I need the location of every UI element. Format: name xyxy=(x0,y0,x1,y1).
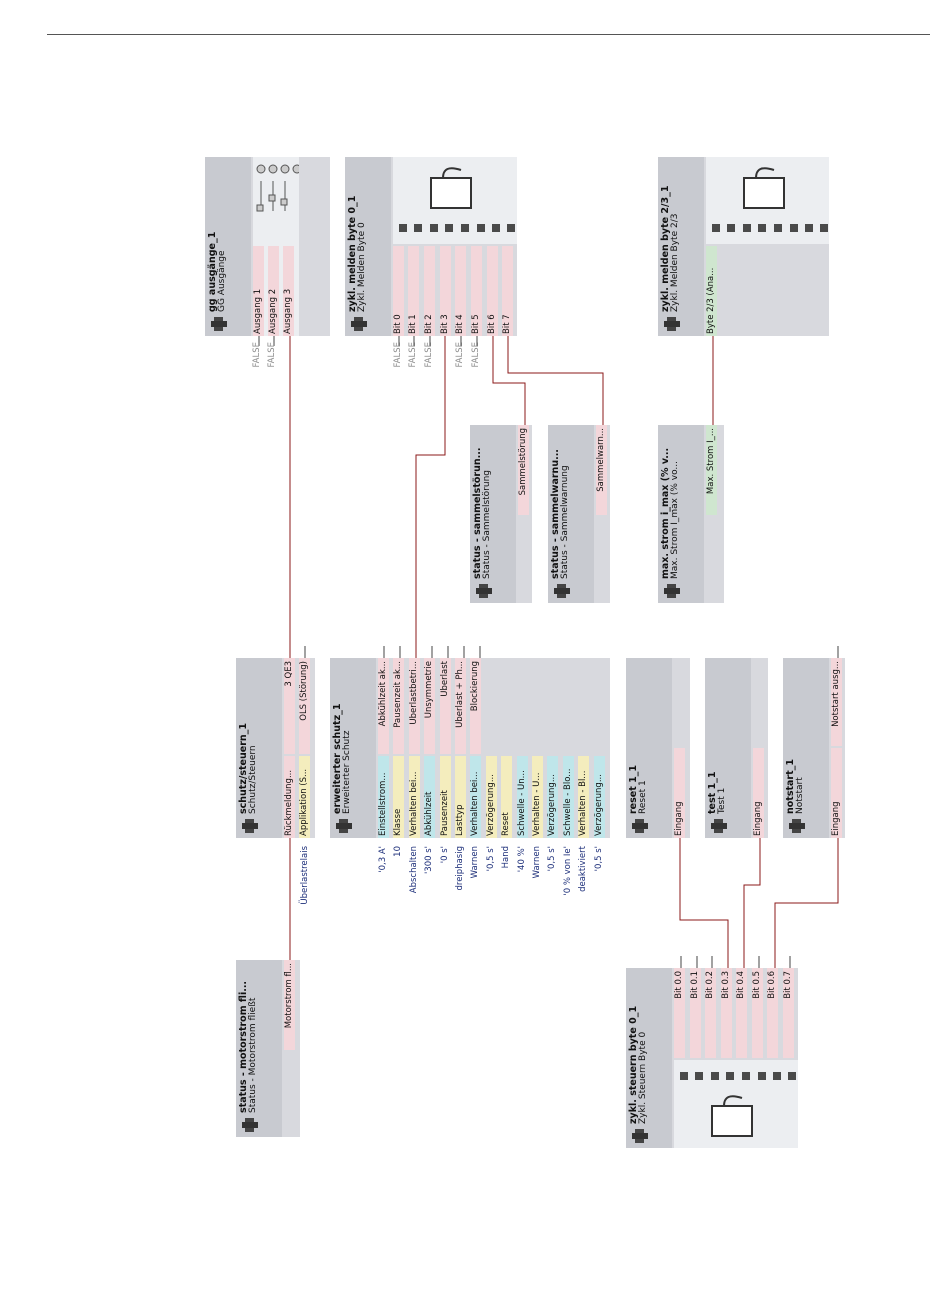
false-input: FALSE xyxy=(471,342,481,368)
block-icon xyxy=(336,819,352,833)
port-bit-7[interactable]: Bit 7 xyxy=(502,246,513,336)
block-subtitle: Test 1 xyxy=(717,787,727,814)
param-row[interactable]: Klasse xyxy=(393,756,404,838)
block-subtitle: Schutz/Steuern xyxy=(248,745,258,814)
block-gg-ausgaenge[interactable] xyxy=(205,157,330,336)
param-row[interactable]: Einstellstrom... xyxy=(378,756,389,838)
port-applikation[interactable]: Applikation (S... xyxy=(299,756,310,838)
false-input: FALSE xyxy=(424,342,434,368)
param-row[interactable]: Verhalten bei... xyxy=(470,756,481,838)
port-max-strom[interactable]: Max. Strom I_... xyxy=(706,425,717,515)
param-value: Warnen xyxy=(532,846,542,879)
block-title: erweiterter schutz_1 xyxy=(332,703,343,814)
param-value: '0,5 s' xyxy=(593,846,604,872)
port-ausgang-3[interactable]: Ausgang 3 xyxy=(283,246,294,336)
block-subtitle: Notstart xyxy=(795,777,805,814)
port-sammelstoerung[interactable]: Sammelstörung xyxy=(518,425,529,515)
port-bit[interactable]: Bit 0.7 xyxy=(783,968,794,1058)
block-schutz-steuern[interactable] xyxy=(236,658,315,838)
module-icon-area xyxy=(393,157,517,244)
param-value: dreiphasig xyxy=(455,846,465,891)
param-row[interactable]: Verzögerung... xyxy=(594,756,605,838)
block-icon xyxy=(664,584,680,598)
param-value: '40 %' xyxy=(516,846,527,873)
port-eingang[interactable]: Eingang xyxy=(753,748,764,838)
param-value: Warnen xyxy=(470,846,481,879)
block-max-strom[interactable] xyxy=(658,425,724,603)
device-icon xyxy=(423,164,483,214)
port-bit[interactable]: Bit 0.3 xyxy=(721,968,732,1058)
port-sammelwarnung[interactable]: Sammelwarn... xyxy=(596,425,607,515)
output-row[interactable]: Blockierung xyxy=(470,658,481,754)
port-bit-3[interactable]: Bit 3 xyxy=(440,246,451,336)
module-icon-area xyxy=(674,1060,798,1148)
param-row[interactable]: Verhalten - U... xyxy=(532,756,543,838)
port-eingang[interactable]: Eingang xyxy=(674,748,685,838)
port-notstart-ausgang[interactable]: Notstart ausg... xyxy=(831,658,842,746)
port-rueckmeldung[interactable]: Rückmeldung... xyxy=(284,756,295,838)
block-title: zykl. melden byte 0_1 xyxy=(347,195,358,312)
port-ausgang-2[interactable]: Ausgang 2 xyxy=(268,246,279,336)
block-subtitle: Max. Strom I_max (% vo... xyxy=(670,460,680,579)
output-row[interactable]: Überlast + Ph... xyxy=(455,658,466,754)
block-icon xyxy=(211,317,227,331)
port-byte-23[interactable]: Byte 2/3 (Ana... xyxy=(706,246,717,336)
param-value: deaktiviert xyxy=(578,846,589,892)
block-icon xyxy=(711,819,727,833)
block-icon xyxy=(554,584,570,598)
param-row[interactable]: Lasttyp xyxy=(455,756,466,838)
output-row[interactable]: Überlastbetri... xyxy=(409,658,420,754)
output-row[interactable]: Unsymmetrie xyxy=(424,658,435,754)
block-notstart[interactable] xyxy=(783,658,845,838)
param-row[interactable]: Schwelle - Blo... xyxy=(563,756,574,838)
port-bit-4[interactable]: Bit 4 xyxy=(455,246,466,336)
block-reset[interactable] xyxy=(626,658,690,838)
port-bit[interactable]: Bit 0.1 xyxy=(690,968,701,1058)
block-title: notstart_1 xyxy=(785,758,796,814)
port-bit[interactable]: Bit 0.5 xyxy=(752,968,763,1058)
param-value: Abschalten xyxy=(408,846,419,894)
port-3-qe3[interactable]: 3 QE3 xyxy=(284,658,295,754)
block-icon xyxy=(632,819,648,833)
output-row[interactable]: Abkühlzeit ak... xyxy=(378,658,389,754)
param-value: 10 xyxy=(393,846,404,857)
block-icon xyxy=(664,317,680,331)
block-subtitle: Erweiterter Schutz xyxy=(342,730,352,814)
param-row[interactable]: Verhalten bei... xyxy=(409,756,420,838)
port-bit-2[interactable]: Bit 2 xyxy=(424,246,435,336)
block-test[interactable] xyxy=(705,658,768,838)
block-status-motorstrom[interactable] xyxy=(236,960,300,1137)
false-input: FALSE xyxy=(393,342,403,368)
false-input: FALSE xyxy=(267,342,277,368)
output-row[interactable]: Überlast xyxy=(440,658,451,754)
false-input: FALSE xyxy=(455,342,465,368)
param-row[interactable]: Reset xyxy=(501,756,512,838)
block-status-sammelwarnung[interactable] xyxy=(548,425,610,603)
port-bit[interactable]: Bit 0.6 xyxy=(767,968,778,1058)
block-title: status - sammelwarnu... xyxy=(550,449,561,579)
block-subtitle: Status - Motorstrom fließt xyxy=(248,997,258,1113)
port-bit-1[interactable]: Bit 1 xyxy=(408,246,419,336)
block-title: gg ausgänge_1 xyxy=(207,231,218,312)
block-status-sammelstoerung[interactable] xyxy=(470,425,532,603)
param-row[interactable]: Verzögerung... xyxy=(486,756,497,838)
param-value: '0,3 A' xyxy=(378,846,388,873)
block-subtitle: Zykl. Melden Byte 0 xyxy=(357,222,367,312)
block-zykl-melden-byte-0[interactable] xyxy=(345,157,517,336)
param-row[interactable]: Verhalten - Bl... xyxy=(578,756,589,838)
port-motorstrom[interactable]: Motorstrom fl... xyxy=(284,960,295,1050)
device-icon xyxy=(736,164,796,214)
param-value: '0 s' xyxy=(439,846,450,864)
block-subtitle: Status - Sammelwarnung xyxy=(560,465,570,579)
port-ols-stoerung[interactable]: OLS (Störung) xyxy=(299,658,310,754)
device-icon xyxy=(704,1092,764,1142)
block-icon xyxy=(632,1129,648,1143)
block-icon xyxy=(476,584,492,598)
block-erweiterter-schutz[interactable] xyxy=(330,658,610,838)
block-icon xyxy=(242,1118,258,1132)
param-row[interactable]: Schwelle - Un... xyxy=(517,756,528,838)
param-value: Hand xyxy=(501,846,512,869)
param-row[interactable]: Pausenzeit xyxy=(440,756,451,838)
port-ausgang-1[interactable]: Ausgang 1 xyxy=(253,246,264,336)
block-icon xyxy=(789,819,805,833)
block-subtitle: Reset 1 xyxy=(638,780,648,814)
port-eingang[interactable]: Eingang xyxy=(831,748,842,838)
block-zykl-melden-byte-23[interactable] xyxy=(658,157,829,336)
param-value: '300 s' xyxy=(424,846,435,875)
param-row[interactable]: Verzögerung... xyxy=(547,756,558,838)
block-title: zykl. steuern byte 0_1 xyxy=(628,1005,639,1124)
port-bit[interactable]: Bit 0.2 xyxy=(705,968,716,1058)
block-title: zykl. melden byte 2/3_1 xyxy=(660,185,671,312)
port-bit-5[interactable]: Bit 5 xyxy=(471,246,482,336)
output-row[interactable]: Pausenzeit ak... xyxy=(393,658,404,754)
port-bit-0[interactable]: Bit 0 xyxy=(393,246,404,336)
block-title: schutz/steuern_1 xyxy=(238,722,249,814)
module-icon-area xyxy=(706,157,829,244)
param-value: '0 % von Ie' xyxy=(562,846,573,896)
param-value: Überlastrelais xyxy=(300,846,310,905)
port-bit-6[interactable]: Bit 6 xyxy=(487,246,498,336)
block-subtitle: GG Ausgänge xyxy=(217,250,227,312)
param-row[interactable]: Abkühlzeit xyxy=(424,756,435,838)
false-input: FALSE xyxy=(408,342,418,368)
param-value: '0,5 s' xyxy=(547,846,558,872)
param-value: '0,5 s' xyxy=(485,846,496,872)
block-icon xyxy=(242,819,258,833)
block-title: reset 1_1 xyxy=(628,764,639,814)
false-input: FALSE xyxy=(252,342,262,368)
block-title: max. strom i_max (% v... xyxy=(660,447,671,579)
block-zykl-steuern-byte-0[interactable] xyxy=(626,968,798,1148)
block-title: status - motorstrom fli... xyxy=(238,980,249,1113)
block-icon xyxy=(351,317,367,331)
port-bit[interactable]: Bit 0.0 xyxy=(674,968,685,1058)
block-title: status - sammelstörun... xyxy=(472,447,483,579)
block-subtitle: Status - Sammelstörung xyxy=(482,470,492,579)
block-title: test 1_1 xyxy=(707,771,718,814)
block-subtitle: Zykl. Steuern Byte 0 xyxy=(638,1031,648,1124)
port-bit[interactable]: Bit 0.4 xyxy=(736,968,747,1058)
relay-contacts-icon xyxy=(253,161,299,241)
block-subtitle: Zykl. Melden Byte 2/3 xyxy=(670,213,680,312)
